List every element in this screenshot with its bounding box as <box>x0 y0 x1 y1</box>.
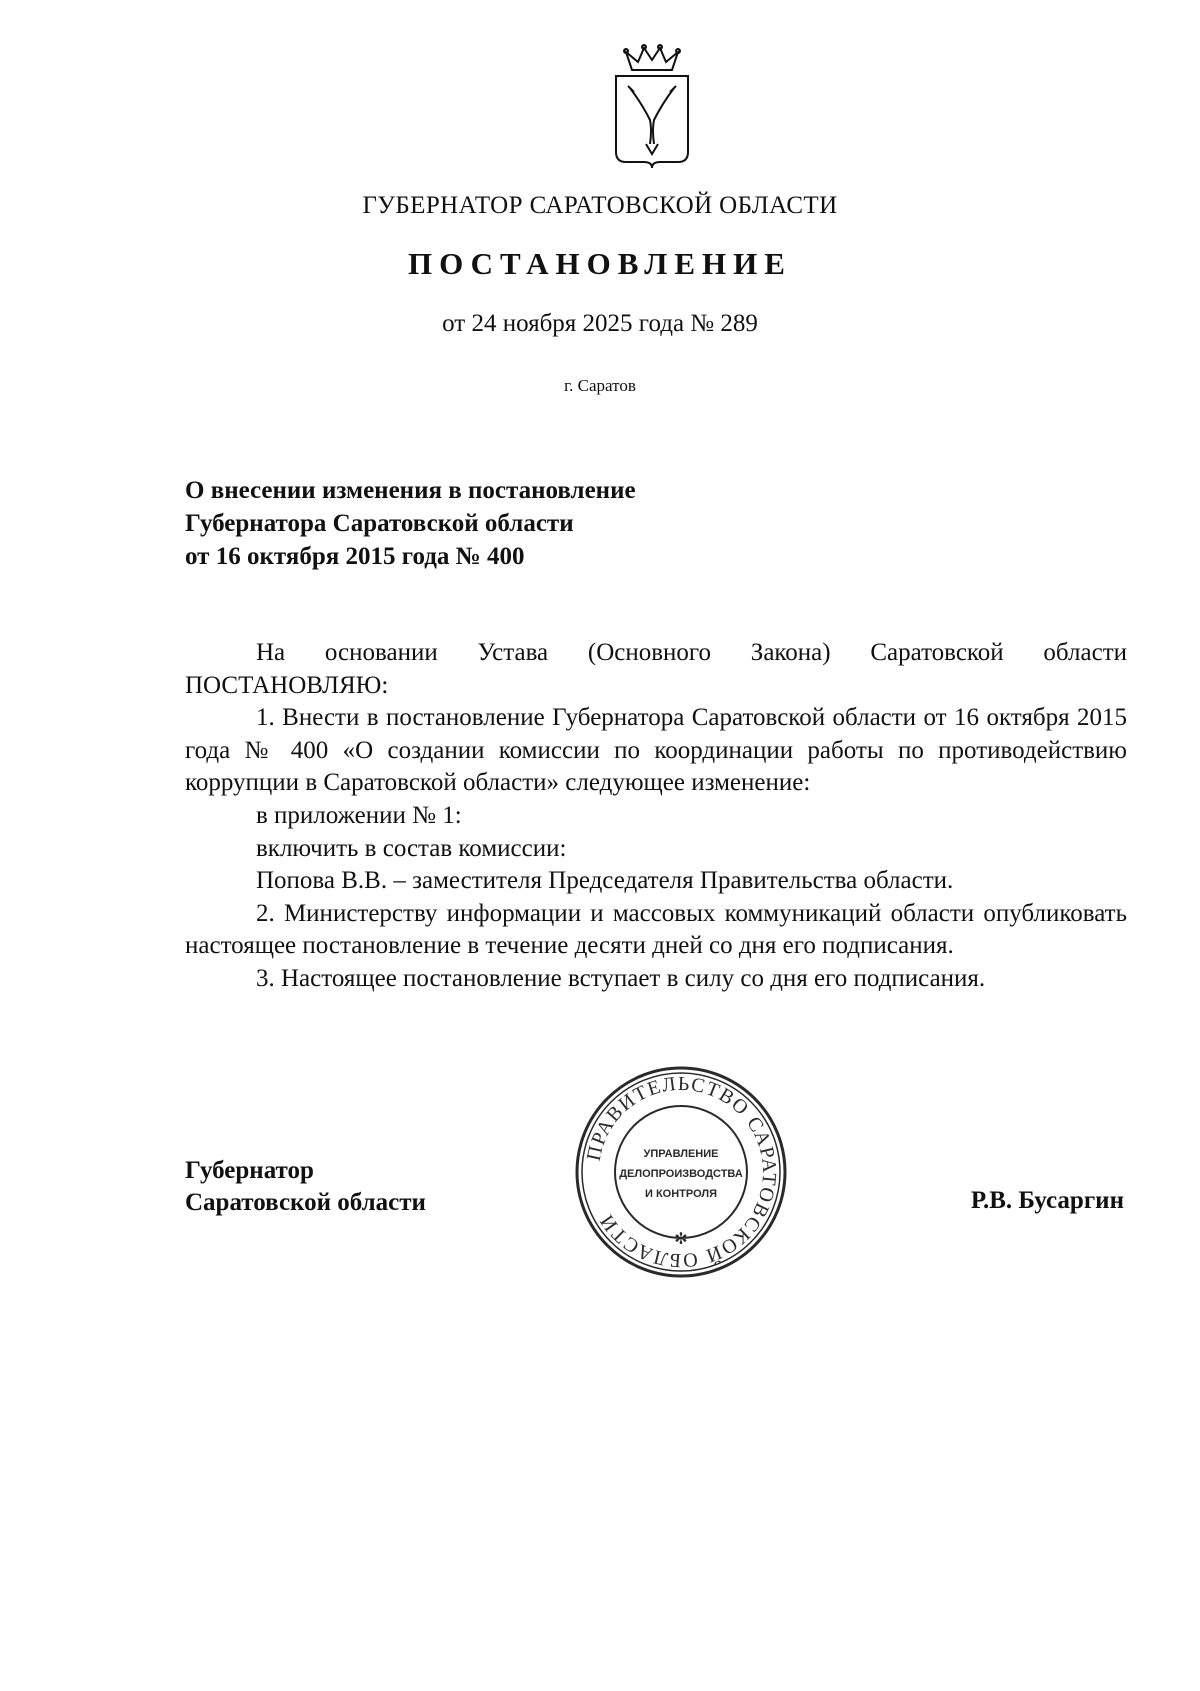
official-seal-stamp <box>573 1064 789 1280</box>
coat-of-arms-icon <box>612 44 692 170</box>
document-date-number: от 24 ноября 2025 года № 289 <box>442 310 758 337</box>
seal-ring-text: ПРАВИТЕЛЬСТВО САРАТОВСКОЙ ОБЛАСТИ <box>582 1072 781 1272</box>
signatory-position <box>185 1155 426 1219</box>
subject-line: от 16 октября 2015 года № 400 <box>185 543 525 570</box>
item-3-paragraph: 3. Настоящее постановление вступает в силу со дня его подписания. <box>256 964 986 992</box>
signatory-position-line: Саратовской области <box>185 1189 426 1216</box>
issuing-authority: ГУБЕРНАТОР САРАТОВСКОЙ ОБЛАСТИ <box>362 192 838 219</box>
document-body <box>185 637 1127 996</box>
seal-center-line: ДЕЛОПРОИЗВОДСТВА <box>619 1168 743 1180</box>
intro-paragraph: На основании Устава (Основного Закона) Саратовской области ПОСТАНОВЛЯЮ: <box>185 639 1127 699</box>
signatory-position-line: Губернатор <box>185 1157 314 1184</box>
seal-center-line: УПРАВЛЕНИЕ <box>643 1148 719 1160</box>
subject-line: Губернатора Саратовской области <box>185 510 574 537</box>
document-subject <box>185 474 636 573</box>
document-type-title: ПОСТАНОВЛЕНИЕ <box>408 246 792 281</box>
subject-line: О внесении изменения в постановление <box>185 477 636 504</box>
annex-line: в приложении № 1: <box>256 801 462 829</box>
include-line: включить в состав комиссии: <box>256 834 567 862</box>
star-icon: ✻ <box>674 1229 688 1248</box>
document-city: г. Саратов <box>564 376 636 395</box>
signatory-name: Р.В. Бусаргин <box>970 1187 1124 1214</box>
member-line: Попова В.В. – заместителя Председателя Правительства области. <box>256 867 954 895</box>
item-2-paragraph: 2. Министерству информации и массовых коммуникаций области опубликовать настоящее постановление в течение десяти дней со дня его подписания. <box>185 899 1127 960</box>
seal-center-line: И КОНТРОЛЯ <box>645 1188 717 1200</box>
item-1-paragraph: 1. Внести в постановление Губернатора Саратовской области от 16 октября 2015 года № 400 «О создании комиссии по координации работы по противодействию коррупции в Саратовской области» следующее изменение: <box>185 704 1127 797</box>
